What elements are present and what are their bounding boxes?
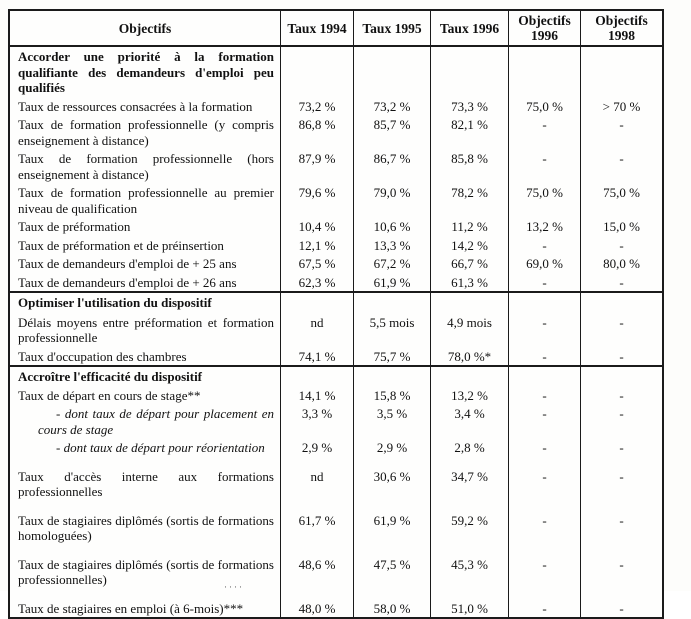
table-row bbox=[10, 545, 662, 592]
value-cell: - bbox=[508, 404, 580, 438]
value-cell bbox=[508, 367, 580, 386]
header-cell-taux-1996: Taux 1996 bbox=[430, 11, 508, 45]
value-cell: 73,2 % bbox=[353, 97, 430, 116]
value-cell bbox=[580, 47, 662, 97]
section-title: Accroître l'efficacité du dispositif bbox=[18, 369, 203, 384]
row-label: Taux de demandeurs d'emploi de + 25 ans bbox=[18, 256, 237, 271]
row-label: Taux de ressources consacrées à la formation bbox=[18, 98, 253, 114]
value-cell: 45,3 % bbox=[430, 545, 508, 589]
indicators-table bbox=[8, 9, 664, 619]
value-cell: 12,1 % bbox=[280, 236, 353, 255]
value-cell: - bbox=[508, 438, 580, 457]
row-label: Taux de formation professionnelle (y compris enseignement à distance) bbox=[18, 117, 274, 148]
value-cell: - bbox=[508, 115, 580, 149]
value-cell: - bbox=[580, 312, 662, 347]
row-label: - dont taux de départ pour réorientation bbox=[56, 440, 265, 455]
value-cell: 10,6 % bbox=[353, 217, 430, 236]
value-cell: - bbox=[508, 589, 580, 618]
table-row bbox=[10, 217, 662, 236]
value-cell: 86,8 % bbox=[280, 115, 353, 149]
value-cell: - bbox=[508, 149, 580, 183]
header-cell-taux-1995: Taux 1995 bbox=[353, 11, 430, 45]
row-label: Taux de formation professionnelle (hors enseignement à distance) bbox=[18, 151, 274, 182]
value-cell: 14,2 % bbox=[430, 236, 508, 255]
value-cell bbox=[280, 47, 353, 97]
value-cell: 75,0 % bbox=[508, 183, 580, 217]
value-cell: - bbox=[580, 589, 662, 618]
value-cell: 74,1 % bbox=[280, 347, 353, 366]
section-title: Optimiser l'utilisation du dispositif bbox=[18, 295, 212, 310]
table-row bbox=[10, 254, 662, 273]
row-label: Taux de stagiaires en emploi (à 6-mois)*** bbox=[18, 600, 244, 616]
value-cell: 87,9 % bbox=[280, 149, 353, 183]
value-cell: 48,0 % bbox=[280, 589, 353, 618]
table-row bbox=[10, 312, 662, 347]
value-cell: 13,2 % bbox=[430, 386, 508, 405]
value-cell bbox=[430, 367, 508, 386]
value-cell: 86,7 % bbox=[353, 149, 430, 183]
value-cell: 82,1 % bbox=[430, 115, 508, 149]
table-row bbox=[10, 149, 662, 183]
value-cell: 14,1 % bbox=[280, 386, 353, 405]
value-cell: - bbox=[580, 438, 662, 457]
value-cell bbox=[580, 293, 662, 312]
row-label: Taux de stagiaires diplômés (sortis de formations homologuées) bbox=[18, 512, 274, 543]
value-cell: 58,0 % bbox=[353, 589, 430, 618]
value-cell: 3,4 % bbox=[430, 404, 508, 438]
row-label: - dont taux de départ pour placement en cours de stage bbox=[38, 406, 274, 437]
table-row bbox=[10, 115, 662, 149]
value-cell: - bbox=[508, 347, 580, 366]
value-cell: 75,0 % bbox=[508, 97, 580, 116]
value-cell: 11,2 % bbox=[430, 217, 508, 236]
table-row bbox=[10, 438, 662, 457]
value-cell: 3,5 % bbox=[353, 404, 430, 438]
table-row bbox=[10, 386, 662, 405]
value-cell: nd bbox=[280, 312, 353, 347]
value-cell: 61,7 % bbox=[280, 501, 353, 545]
scan-artifact-dots: ···· bbox=[224, 582, 244, 592]
value-cell: 75,0 % bbox=[580, 183, 662, 217]
value-cell: 85,7 % bbox=[353, 115, 430, 149]
row-label: Taux d'occupation des chambres bbox=[18, 348, 187, 364]
value-cell bbox=[280, 367, 353, 386]
value-cell: - bbox=[508, 501, 580, 545]
value-cell: 85,8 % bbox=[430, 149, 508, 183]
section-title-row bbox=[10, 293, 662, 312]
value-cell: 2,8 % bbox=[430, 438, 508, 457]
value-cell: nd bbox=[280, 457, 353, 501]
value-cell: 62,3 % bbox=[280, 273, 353, 292]
value-cell: - bbox=[580, 404, 662, 438]
value-cell: - bbox=[508, 386, 580, 405]
table-body bbox=[10, 47, 662, 617]
value-cell bbox=[280, 293, 353, 312]
table-row bbox=[10, 457, 662, 501]
value-cell: - bbox=[580, 347, 662, 366]
value-cell: 61,3 % bbox=[430, 273, 508, 292]
table-row bbox=[10, 589, 662, 618]
value-cell bbox=[508, 47, 580, 97]
value-cell: 13,2 % bbox=[508, 217, 580, 236]
value-cell: - bbox=[580, 273, 662, 292]
value-cell: 61,9 % bbox=[353, 273, 430, 292]
value-cell: - bbox=[580, 236, 662, 255]
section-title-row bbox=[10, 47, 662, 97]
value-cell: - bbox=[508, 236, 580, 255]
value-cell: 78,0 %* bbox=[430, 347, 508, 366]
value-cell: 30,6 % bbox=[353, 457, 430, 501]
table-row bbox=[10, 404, 662, 438]
table-row bbox=[10, 273, 662, 292]
value-cell: 79,0 % bbox=[353, 183, 430, 217]
value-cell: 79,6 % bbox=[280, 183, 353, 217]
table-row bbox=[10, 97, 662, 116]
value-cell bbox=[508, 293, 580, 312]
value-cell: 10,4 % bbox=[280, 217, 353, 236]
row-label: Taux de préformation et de préinsertion bbox=[18, 237, 224, 253]
value-cell bbox=[353, 47, 430, 97]
header-cell-objectifs: Objectifs bbox=[118, 20, 172, 36]
value-cell: 13,3 % bbox=[353, 236, 430, 255]
value-cell: 67,2 % bbox=[353, 254, 430, 273]
row-label: Taux de formation professionnelle au premier niveau de qualification bbox=[18, 185, 274, 216]
value-cell: 4,9 mois bbox=[430, 312, 508, 347]
value-cell bbox=[580, 367, 662, 386]
header-cell-objectifs-1998: Objectifs 1998 bbox=[580, 11, 662, 45]
value-cell: 47,5 % bbox=[353, 545, 430, 589]
value-cell: 80,0 % bbox=[580, 254, 662, 273]
value-cell: 34,7 % bbox=[430, 457, 508, 501]
value-cell: 73,2 % bbox=[280, 97, 353, 116]
row-label: Taux de préformation bbox=[18, 219, 131, 234]
value-cell: - bbox=[580, 149, 662, 183]
table-header-row bbox=[10, 11, 662, 47]
row-label: Taux de départ en cours de stage** bbox=[18, 387, 201, 403]
value-cell bbox=[353, 367, 430, 386]
table-row bbox=[10, 236, 662, 255]
table-section bbox=[10, 365, 662, 617]
value-cell: 66,7 % bbox=[430, 254, 508, 273]
table-row bbox=[10, 347, 662, 366]
section-title-row bbox=[10, 367, 662, 386]
value-cell: - bbox=[580, 545, 662, 589]
value-cell: - bbox=[580, 457, 662, 501]
value-cell bbox=[430, 293, 508, 312]
value-cell: - bbox=[580, 386, 662, 405]
row-label: Taux de demandeurs d'emploi de + 26 ans bbox=[18, 274, 237, 290]
value-cell: - bbox=[580, 501, 662, 545]
row-label: Taux d'accès interne aux formations professionnelles bbox=[18, 468, 274, 499]
row-label: Taux de stagiaires diplômés (sortis de formations professionnelles) bbox=[18, 556, 274, 587]
value-cell bbox=[430, 47, 508, 97]
value-cell: 2,9 % bbox=[280, 438, 353, 457]
value-cell: 59,2 % bbox=[430, 501, 508, 545]
value-cell: - bbox=[580, 115, 662, 149]
table-row bbox=[10, 183, 662, 217]
value-cell: 15,0 % bbox=[580, 217, 662, 236]
section-title: Accorder une priorité à la formation qualifiante des demandeurs d'emploi peu qualifiés bbox=[18, 49, 274, 95]
value-cell: - bbox=[508, 273, 580, 292]
value-cell: 2,9 % bbox=[353, 438, 430, 457]
header-cell-taux-1994: Taux 1994 bbox=[280, 11, 353, 45]
value-cell: 5,5 mois bbox=[353, 312, 430, 347]
value-cell: 51,0 % bbox=[430, 589, 508, 618]
value-cell: - bbox=[508, 457, 580, 501]
value-cell: 75,7 % bbox=[353, 347, 430, 366]
value-cell: 67,5 % bbox=[280, 254, 353, 273]
value-cell: 3,3 % bbox=[280, 404, 353, 438]
value-cell: 61,9 % bbox=[353, 501, 430, 545]
value-cell: - bbox=[508, 545, 580, 589]
table-row bbox=[10, 501, 662, 545]
value-cell: 78,2 % bbox=[430, 183, 508, 217]
value-cell: - bbox=[508, 312, 580, 347]
row-label: Délais moyens entre préformation et formation professionnelle bbox=[18, 314, 274, 345]
header-cell-objectifs-1996: Objectifs 1996 bbox=[508, 11, 580, 45]
value-cell: 73,3 % bbox=[430, 97, 508, 116]
value-cell: > 70 % bbox=[580, 97, 662, 116]
value-cell bbox=[353, 293, 430, 312]
table-section bbox=[10, 291, 662, 365]
value-cell: 48,6 % bbox=[280, 545, 353, 589]
value-cell: 15,8 % bbox=[353, 386, 430, 405]
value-cell: 69,0 % bbox=[508, 254, 580, 273]
table-section bbox=[10, 47, 662, 291]
